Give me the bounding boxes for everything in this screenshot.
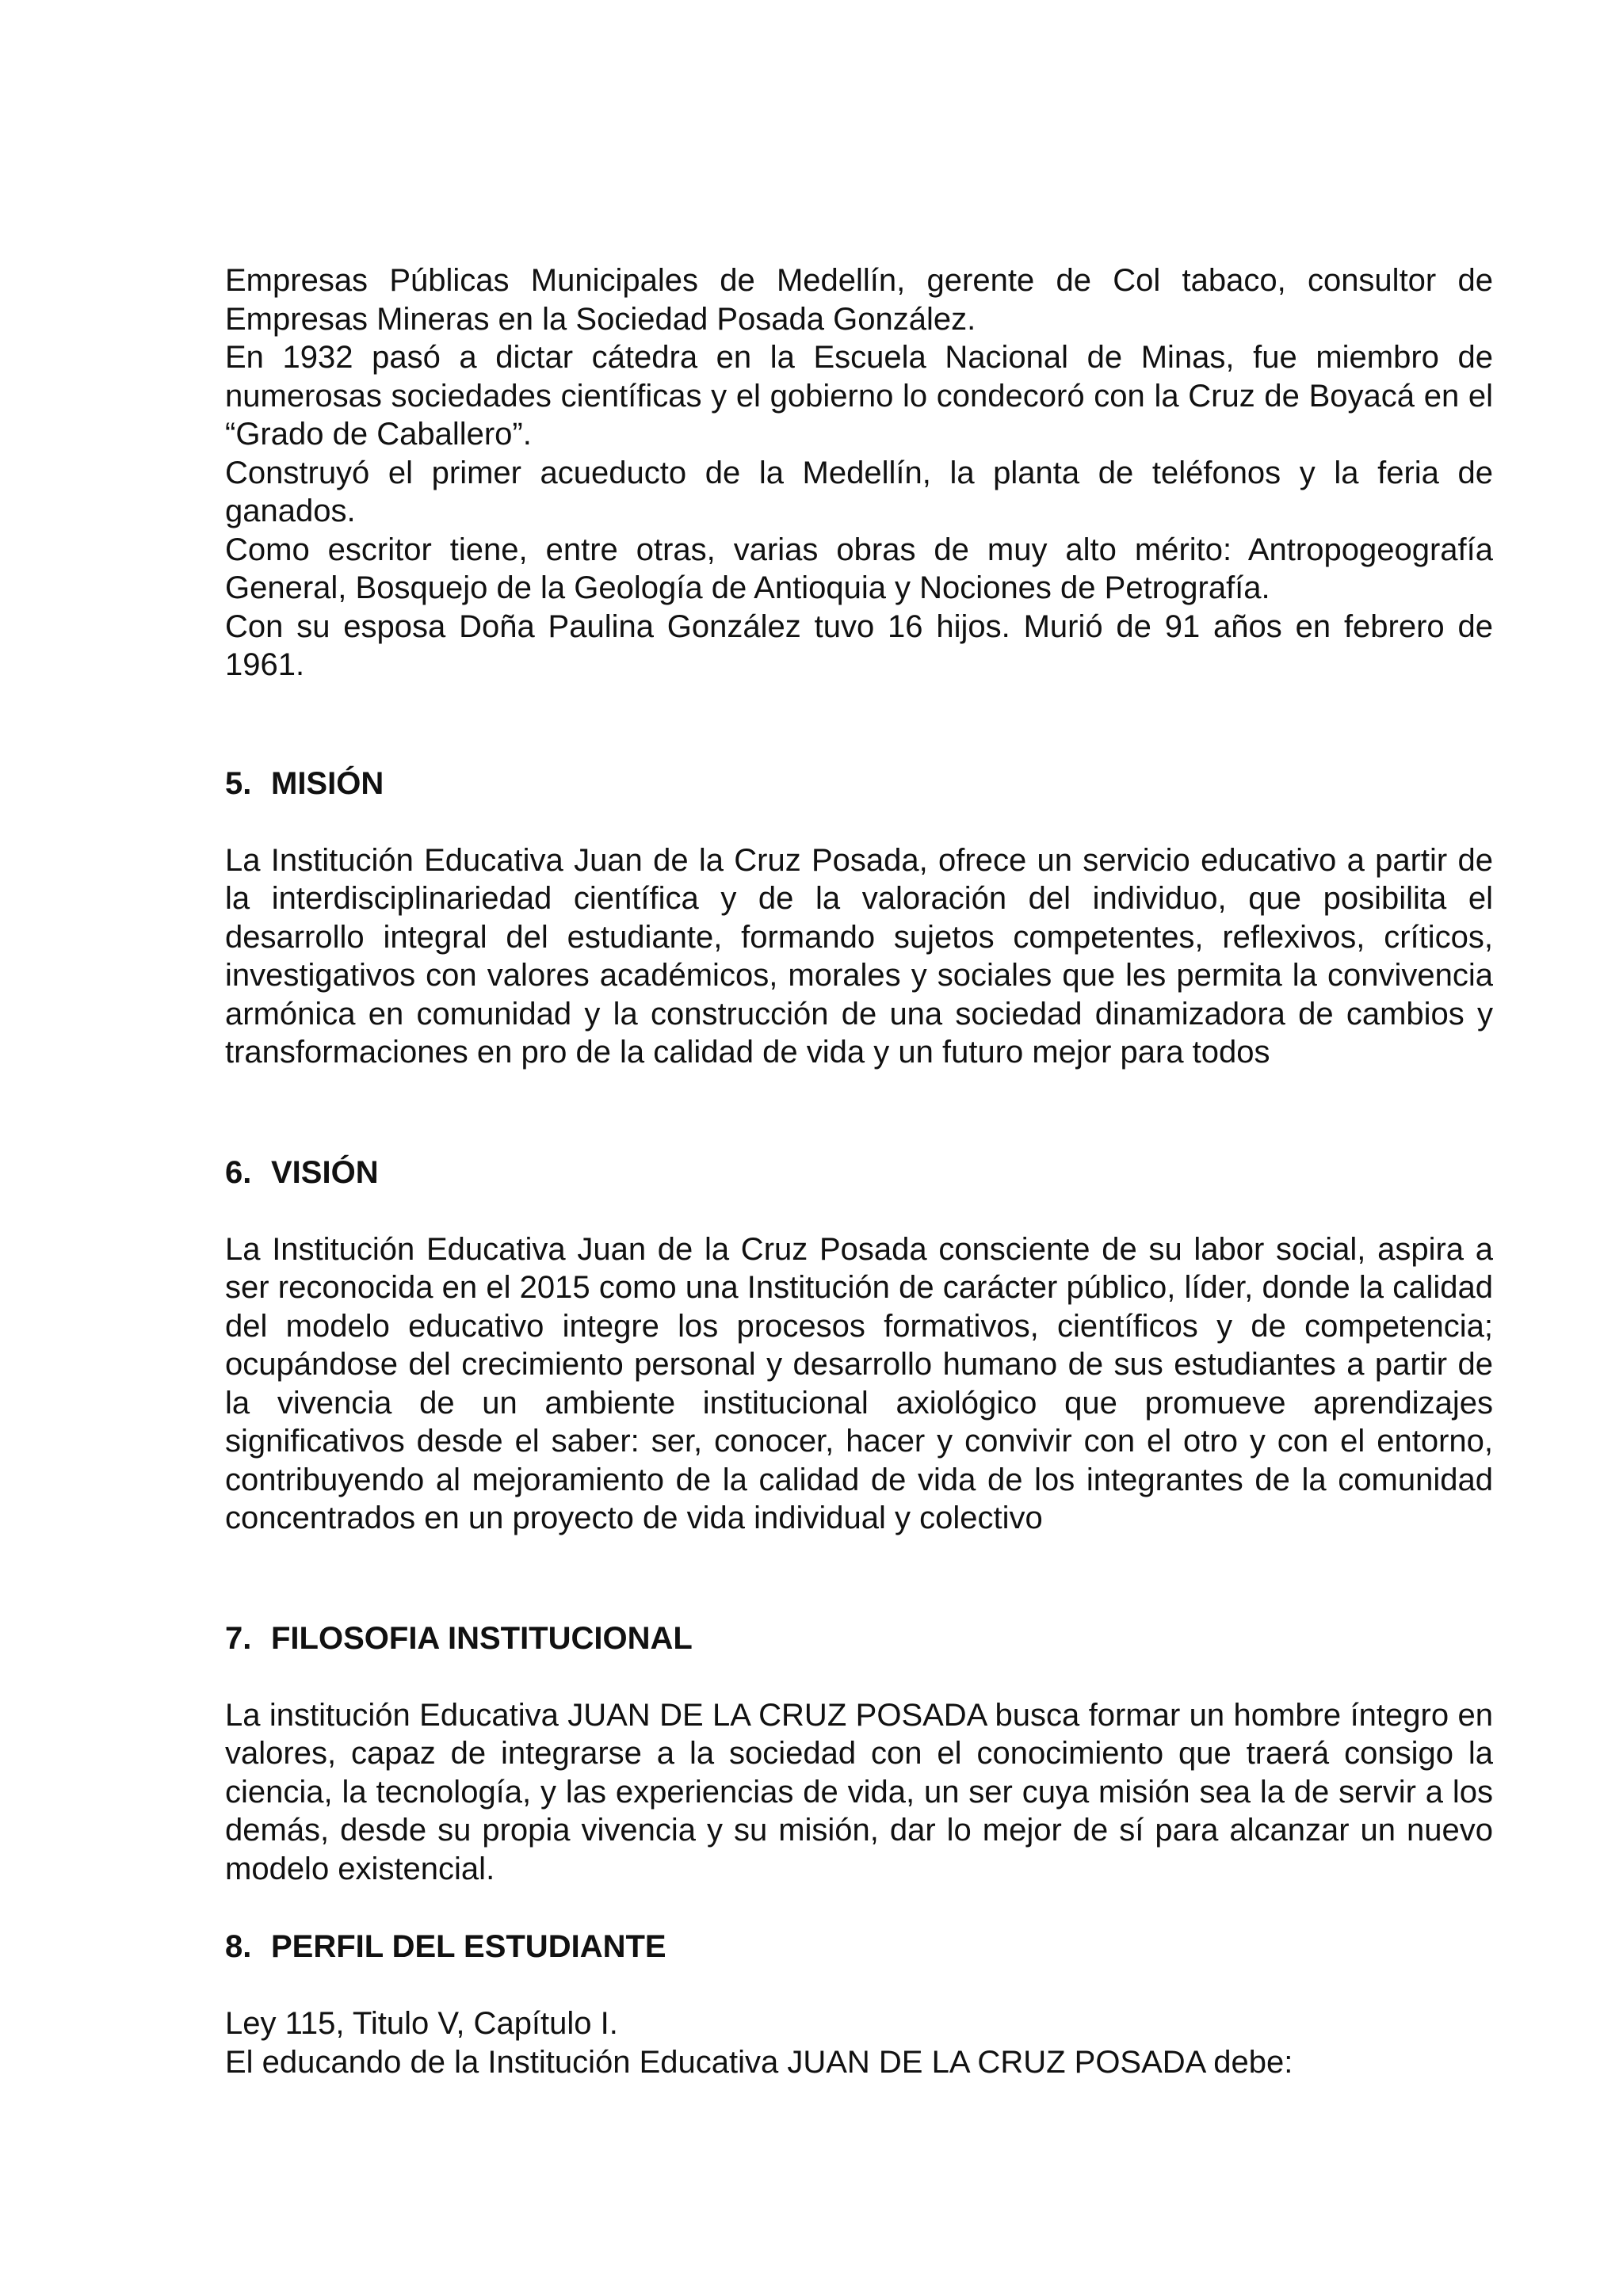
biography-paragraph-1: Empresas Públicas Municipales de Medellín, gerente de Col tabaco, consultor de Empresas Mineras en la Sociedad Posada González. bbox=[225, 263, 1493, 337]
perfil-law-reference: Ley 115, Titulo V, Capítulo I. bbox=[225, 2006, 618, 2041]
section-heading-vision bbox=[225, 1154, 1493, 1192]
section-heading-perfil bbox=[225, 1928, 1493, 1966]
section-number: 7. bbox=[225, 1620, 252, 1656]
biography-paragraph-3: Construyó el primer acueducto de la Medellín, la planta de teléfonos y la feria de ganados. bbox=[225, 455, 1493, 528]
section-title: VISIÓN bbox=[271, 1154, 379, 1190]
perfil-intro-line: El educando de la Institución Educativa JUAN DE LA CRUZ POSADA debe: bbox=[225, 2044, 1293, 2080]
vision-paragraph: La Institución Educativa Juan de la Cruz Posada consciente de su labor social, aspira a ser reconocida en el 2015 como una Institución de carácter público, líder, donde la calidad del modelo educativo integre los procesos formativos, científicos y de competencia; ocupándose del crecimiento personal y desarrollo humano de sus estudiantes a partir de la vivencia de un ambiente institucional axiológico que promueve aprendizajes significativos desde el saber: ser, conocer, hacer y convivir con el otro y con el entorno, contribuyendo al mejoramiento de la calidad de vida de los integrantes de la comunidad concentrados en un proyecto de vida individual y colectivo bbox=[225, 1231, 1493, 1535]
section-number: 5. bbox=[225, 765, 252, 801]
section-title: FILOSOFIA INSTITUCIONAL bbox=[271, 1620, 693, 1656]
section-title: MISIÓN bbox=[271, 765, 384, 801]
mision-paragraph: La Institución Educativa Juan de la Cruz Posada, ofrece un servicio educativo a partir de la interdisciplinariedad científica y de la valoración del individuo, que posibilita el desarrollo integral del estudiante, formando sujetos competentes, reflexivos, críticos, investigativos con valores académicos, morales y sociales que les permita la convivencia armónica en comunidad y la construcción de una sociedad dinamizadora de cambios y transformaciones en pro de la calidad de vida y un futuro mejor para todos bbox=[225, 842, 1493, 1070]
document-page bbox=[225, 261, 1493, 2081]
biography-paragraph-5: Con su esposa Doña Paulina González tuvo 16 hijos. Murió de 91 años en febrero de 1961. bbox=[225, 608, 1493, 682]
biography-paragraph-4: Como escritor tiene, entre otras, varias obras de muy alto mérito: Antropogeografía General, Bosquejo de la Geología de Antioquia y Nociones de Petrografía. bbox=[225, 532, 1493, 605]
section-number: 8. bbox=[225, 1929, 252, 1964]
section-title: PERFIL DEL ESTUDIANTE bbox=[271, 1929, 666, 1964]
section-heading-mision bbox=[225, 765, 1493, 803]
biography-paragraph-2: En 1932 pasó a dictar cátedra en la Escuela Nacional de Minas, fue miembro de numerosas sociedades científicas y el gobierno lo condecoró con la Cruz de Boyacá en el “Grado de Caballero”. bbox=[225, 340, 1493, 452]
section-number: 6. bbox=[225, 1154, 252, 1190]
filosofia-paragraph: La institución Educativa JUAN DE LA CRUZ POSADA busca formar un hombre íntegro en valores, capaz de integrarse a la sociedad con el conocimiento que traerá consigo la ciencia, la tecnología, y las experiencias de vida, un ser cuya misión sea la de servir a los demás, desde su propia vivencia y su misión, dar lo mejor de sí para alcanzar un nuevo modelo existencial. bbox=[225, 1697, 1493, 1886]
section-heading-filosofia bbox=[225, 1619, 1493, 1657]
